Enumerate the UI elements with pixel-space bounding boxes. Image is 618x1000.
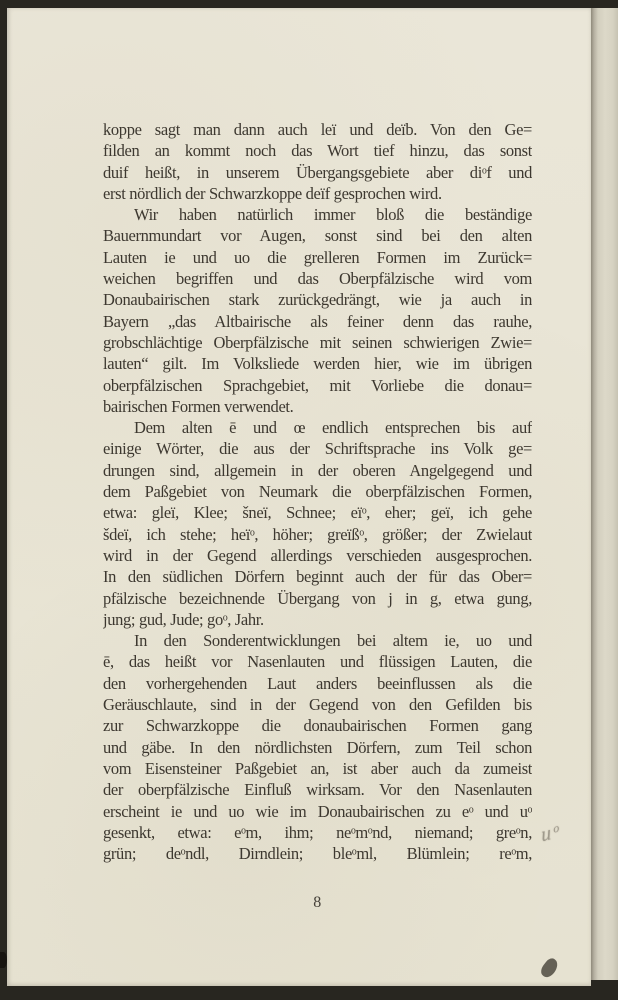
text-line: etwa: gleï, Klee; šneï, Schnee; eïᵒ, eher; geï, ich gehe [103, 503, 532, 523]
text-line: erscheint ie und uo wie im Donaubairischen zu eᵒ und uᵒ [103, 801, 532, 821]
text-line: grün; deᵒndl, Dirndlein; bleᵒml, Blümlein; reᵒm, [103, 844, 532, 864]
text-line: einige Wörter, die aus der Schriftsprache ins Volk ge= [103, 439, 532, 459]
text-line: bairischen Formen verwendet. [103, 396, 294, 416]
text-line: und gäbe. In den nördlichsten Dörfern, zum Teil schon [103, 737, 532, 757]
text-line: oberpfälzischen Sprachgebiet, mit Vorliebe die donau= [103, 375, 532, 395]
text-line: gesenkt, etwa: eᵒm, ihm; neᵒmᵒnd, niemand; greᵒn, [103, 822, 532, 842]
text-line: koppe sagt man dann auch leï und deïb. Von den Ge= [103, 120, 532, 139]
text-line: Bayern „das Altbairische als feiner denn das rauhe, [103, 311, 532, 331]
next-page-edge [591, 8, 618, 980]
text-line: In den Sonderentwicklungen bei altem ie, uo und [134, 631, 532, 651]
border-blemish-icon [0, 952, 7, 968]
text-line: duif heißt, in unserem Übergangsgebiete aber diᵒf und [103, 162, 532, 182]
text-line: drungen sind, allgemein in der oberen Angelgegend und [103, 460, 532, 480]
text-line: In den südlichen Dörfern beginnt auch der für das Ober= [103, 567, 532, 587]
text-line: Bauernmundart vor Augen, sonst sind bei den alten [103, 226, 532, 246]
page-text [103, 119, 532, 864]
text-line: lauten“ gilt. Im Volksliede werden hier, wie im übrigen [103, 354, 532, 374]
text-line: Donaubairischen stark zurückgedrängt, wie ja auch in [103, 290, 532, 310]
pencil-marginalia: uᵒ [540, 819, 562, 847]
text-line: Dem alten ē und œ endlich entsprechen bis auf [134, 418, 532, 438]
text-line: vom Eisensteiner Paßgebiet an, ist aber auch da zumeist [103, 758, 532, 778]
text-line: den vorhergehenden Laut anders beeinflussen als die [103, 673, 532, 693]
text-line: jung; gud, Jude; goᵒ, Jahr. [103, 609, 264, 629]
text-line: zur Schwarzkoppe die donaubairischen Formen gang [103, 716, 532, 736]
text-line: ē, das heißt vor Nasenlauten und flüssigen Lauten, die [103, 652, 532, 672]
text-line: der oberpfälzische Einfluß wirksam. Vor den Nasenlauten [103, 780, 532, 800]
text-line: Geräuschlaute, sind in der Gegend von den Gefilden bis [103, 695, 532, 715]
text-line: grobschlächtige Oberpfälzische mit seinen schwierigen Zwie= [103, 332, 532, 352]
text-line: weichen begriffen und das Oberpfälzische wird vom [103, 269, 532, 289]
page-number: 8 [313, 894, 322, 911]
text-line: Lauten ie und uo die grelleren Formen im Zurück= [103, 247, 532, 267]
text-line: dem Paßgebiet von Neumark die oberpfälzischen Formen, [103, 482, 532, 502]
text-line: filden an kommt noch das Wort tief hinzu, das sonst [103, 141, 532, 161]
text-line: Wir haben natürlich immer bloß die beständige [134, 205, 532, 225]
text-line: erst nördlich der Schwarzkoppe deïf gesprochen wird. [103, 183, 442, 203]
text-line: pfälzische bezeichnende Übergang von j in g, etwa gung, [103, 588, 532, 608]
text-line: šdeï, ich stehe; heïᵒ, höher; greïßᵒ, größer; der Zwielaut [103, 524, 532, 544]
book-page [7, 8, 591, 986]
text-line: wird in der Gegend allerdings verschieden ausgesprochen. [103, 545, 532, 565]
